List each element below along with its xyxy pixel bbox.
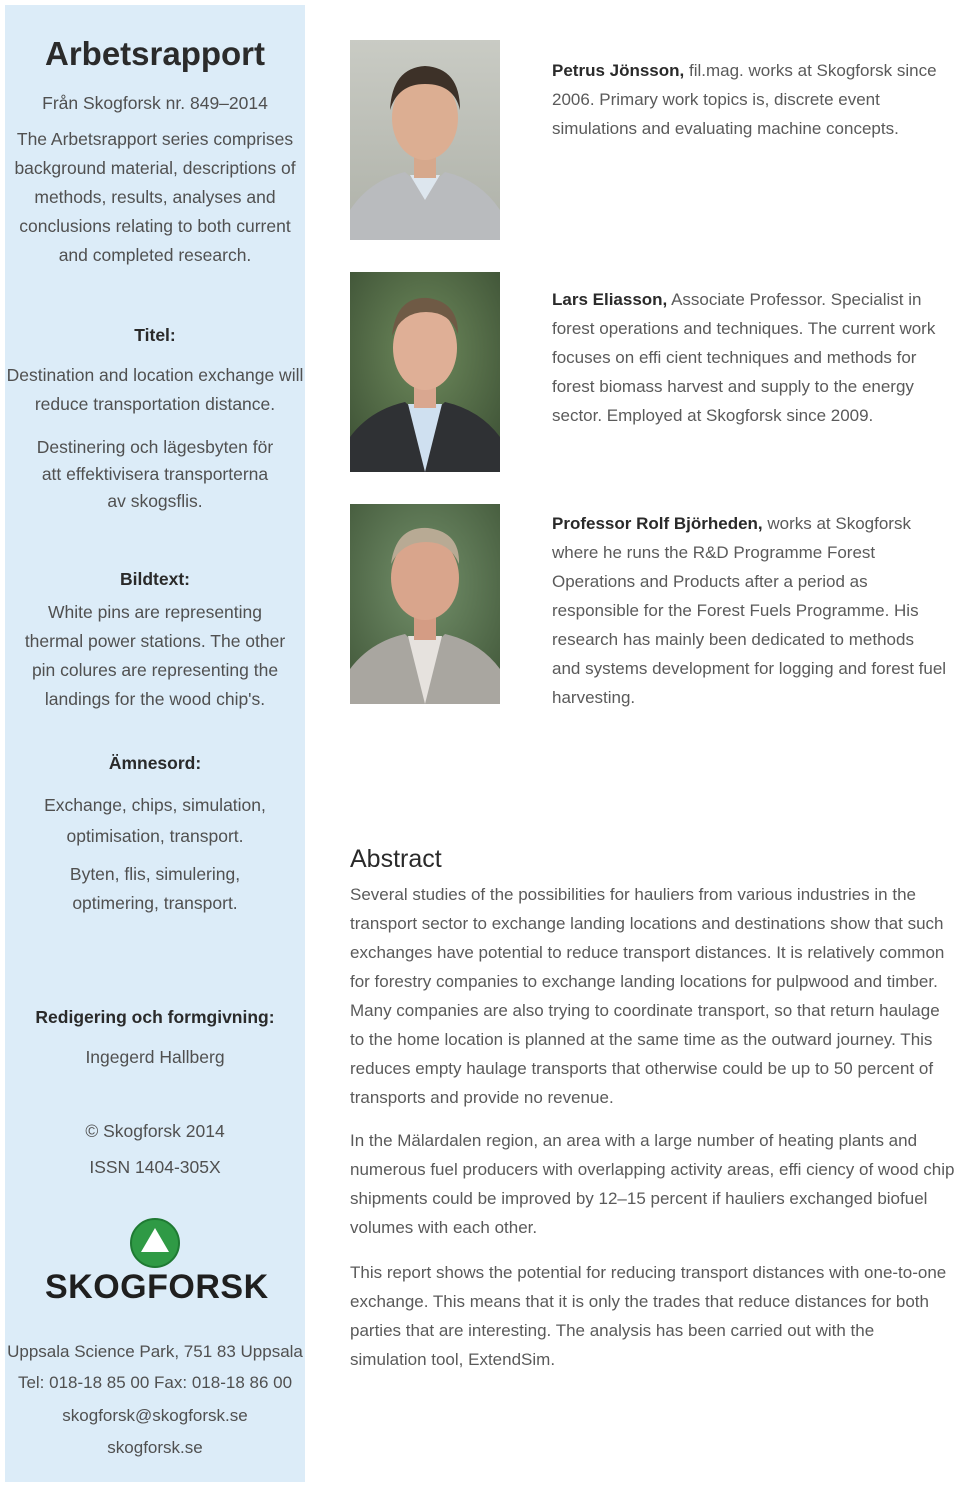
info-sidebar — [5, 5, 305, 1482]
abstract-paragraph-2: In the Mälardalen region, an area with a large number of heating plants and numerous fuel producers with overlapping activity areas, effi ciency of wood chip shipments could be improved by 12–15 percent if hauliers exchanged biofuel volumes with each other. — [350, 1131, 955, 1237]
keywords-english: Exchange, chips, simulation, optimisation, transport. — [44, 795, 266, 846]
author-name: Lars Eliasson, — [552, 290, 668, 309]
author-bio-rolf — [552, 509, 947, 712]
amnesord-label: Ämnesord: — [108, 753, 202, 773]
email-link[interactable]: skogforsk@skogforsk.se — [62, 1406, 248, 1425]
title-swedish: Destinering och lägesbyten för att effektivisera transporterna av skogsflis. — [36, 437, 274, 511]
website-link[interactable]: skogforsk.se — [107, 1438, 203, 1457]
logo-emblem-icon — [45, 1218, 265, 1268]
author-bio-petrus — [552, 56, 952, 143]
issn: ISSN 1404-305X — [89, 1157, 221, 1177]
author-description: works at Skogforsk where he runs the R&D Programme Forest Operations and Products after a period as responsible for the Forest Fuels Programme. His research has mainly been dedicated to methods and systems development for logging and forest fuel harvesting. — [552, 514, 947, 707]
author-photo-rolf — [350, 504, 500, 704]
address: Uppsala Science Park, 751 83 Uppsala — [7, 1342, 303, 1361]
phone-fax: Tel: 018-18 85 00 Fax: 018-18 86 00 — [17, 1373, 293, 1392]
author-description: fil.mag. works at Skogforsk since 2006. Primary work topics is, discrete event simulations and evaluating machine concepts. — [552, 61, 937, 138]
author-photo-petrus — [350, 40, 500, 240]
logo-wordmark: SKOGFORSK — [45, 1268, 269, 1306]
author-photo-lars — [350, 272, 500, 472]
bildtext-label: Bildtext: — [120, 569, 190, 589]
keywords-swedish: Byten, flis, simulering, optimering, transport. — [69, 864, 241, 913]
editor-name: Ingegerd Hallberg — [85, 1047, 225, 1067]
report-number: Från Skogforsk nr. 849–2014 — [42, 93, 268, 113]
abstract-heading: Abstract — [350, 845, 442, 873]
series-description: The Arbetsrapport series comprises background material, descriptions of methods, results, analyses and conclusions relating to both current and completed research. — [14, 129, 296, 265]
caption-text: White pins are representing thermal power stations. The other pin colures are representing the landings for the wood chip's. — [24, 602, 286, 709]
skogforsk-logo — [45, 1218, 269, 1313]
author-name: Petrus Jönsson, — [552, 61, 685, 80]
title-english: Destination and location exchange will reduce transportation distance. — [6, 365, 304, 414]
abstract-paragraph-1: Several studies of the possibilities for hauliers from various industries in the transport sector to exchange landing locations and destinations show that such exchanges have potential to reduce transport distances. It is relatively common for forestry companies to exchange landing locations for pulpwood and timber. Many companies are also trying to coordinate transport, so that return haulage to the home location is planned at the same time as the outward journey. This reduces empty haulage transports that otherwise could be up to 50 percent of transports and provide no revenue. — [350, 885, 945, 1107]
redigering-label: Redigering och formgivning: — [35, 1007, 275, 1027]
author-bio-lars — [552, 285, 952, 430]
author-description: Associate Professor. Specialist in forest operations and techniques. The current work focuses on effi cient techniques and methods for forest biomass harvest and supply to the energy sector. Employed at Skogforsk since 2009. — [552, 290, 936, 425]
titel-label: Titel: — [134, 325, 176, 345]
author-name: Professor Rolf Björheden, — [552, 514, 763, 533]
abstract-paragraph-3: This report shows the potential for reducing transport distances with one-to-one exchange. This means that it is only the trades that reduce distances for both parties that are interesting. The analysis has been carried out with the simulation tool, ExtendSim. — [350, 1263, 947, 1369]
copyright: © Skogforsk 2014 — [85, 1121, 225, 1141]
report-series-title: Arbetsrapport — [44, 35, 266, 72]
